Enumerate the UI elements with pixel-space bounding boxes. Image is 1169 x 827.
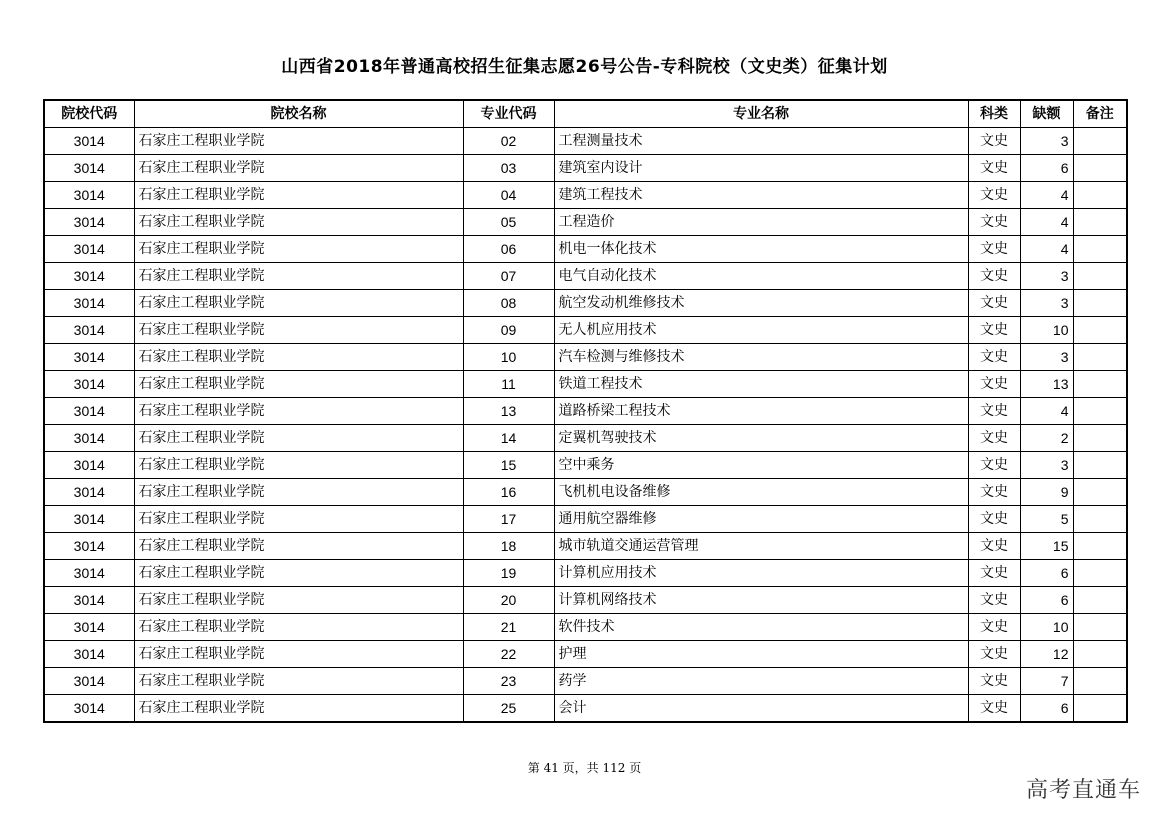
header-school-code: 院校代码 — [44, 100, 134, 128]
cell-major-code: 11 — [463, 371, 554, 398]
cell-notes — [1073, 182, 1127, 209]
table-row — [44, 128, 1127, 155]
cell-notes — [1073, 587, 1127, 614]
cell-vacancies: 5 — [1020, 506, 1073, 533]
cell-category: 文史 — [968, 479, 1020, 506]
cell-notes — [1073, 263, 1127, 290]
cell-category: 文史 — [968, 425, 1020, 452]
cell-major-name: 汽车检测与维修技术 — [554, 344, 968, 371]
cell-school-name: 石家庄工程职业学院 — [134, 533, 463, 560]
cell-vacancies: 13 — [1020, 371, 1073, 398]
cell-major-code: 17 — [463, 506, 554, 533]
cell-school-name: 石家庄工程职业学院 — [134, 317, 463, 344]
cell-category: 文史 — [968, 695, 1020, 723]
cell-category: 文史 — [968, 155, 1020, 182]
cell-category: 文史 — [968, 452, 1020, 479]
cell-notes — [1073, 695, 1127, 723]
cell-major-code: 06 — [463, 236, 554, 263]
cell-school-name: 石家庄工程职业学院 — [134, 398, 463, 425]
cell-category: 文史 — [968, 506, 1020, 533]
cell-major-code: 15 — [463, 452, 554, 479]
cell-major-name: 铁道工程技术 — [554, 371, 968, 398]
cell-major-name: 城市轨道交通运营管理 — [554, 533, 968, 560]
table-row — [44, 371, 1127, 398]
cell-major-name: 会计 — [554, 695, 968, 723]
cell-school-name: 石家庄工程职业学院 — [134, 425, 463, 452]
cell-school-name: 石家庄工程职业学院 — [134, 155, 463, 182]
cell-notes — [1073, 317, 1127, 344]
cell-category: 文史 — [968, 263, 1020, 290]
cell-vacancies: 3 — [1020, 452, 1073, 479]
cell-school-name: 石家庄工程职业学院 — [134, 128, 463, 155]
cell-major-code: 02 — [463, 128, 554, 155]
cell-vacancies: 10 — [1020, 614, 1073, 641]
cell-notes — [1073, 479, 1127, 506]
table-row — [44, 155, 1127, 182]
cell-major-code: 10 — [463, 344, 554, 371]
header-major-code: 专业代码 — [463, 100, 554, 128]
cell-major-name: 空中乘务 — [554, 452, 968, 479]
table-row — [44, 317, 1127, 344]
table-row — [44, 560, 1127, 587]
table-body — [44, 128, 1127, 723]
cell-major-code: 05 — [463, 209, 554, 236]
cell-major-code: 03 — [463, 155, 554, 182]
cell-vacancies: 7 — [1020, 668, 1073, 695]
cell-notes — [1073, 344, 1127, 371]
cell-vacancies: 3 — [1020, 263, 1073, 290]
cell-category: 文史 — [968, 371, 1020, 398]
header-notes: 备注 — [1073, 100, 1127, 128]
cell-major-name: 建筑室内设计 — [554, 155, 968, 182]
cell-category: 文史 — [968, 398, 1020, 425]
cell-school-name: 石家庄工程职业学院 — [134, 560, 463, 587]
cell-school-code: 3014 — [44, 641, 134, 668]
cell-notes — [1073, 560, 1127, 587]
cell-major-code: 13 — [463, 398, 554, 425]
table-row — [44, 533, 1127, 560]
cell-major-name: 定翼机驾驶技术 — [554, 425, 968, 452]
cell-major-name: 飞机机电设备维修 — [554, 479, 968, 506]
cell-school-name: 石家庄工程职业学院 — [134, 506, 463, 533]
cell-school-code: 3014 — [44, 479, 134, 506]
cell-major-code: 14 — [463, 425, 554, 452]
cell-notes — [1073, 290, 1127, 317]
cell-category: 文史 — [968, 128, 1020, 155]
table-row — [44, 398, 1127, 425]
cell-school-name: 石家庄工程职业学院 — [134, 668, 463, 695]
cell-school-name: 石家庄工程职业学院 — [134, 290, 463, 317]
cell-school-name: 石家庄工程职业学院 — [134, 695, 463, 723]
cell-school-name: 石家庄工程职业学院 — [134, 209, 463, 236]
cell-vacancies: 6 — [1020, 695, 1073, 723]
cell-notes — [1073, 371, 1127, 398]
cell-school-code: 3014 — [44, 506, 134, 533]
cell-vacancies: 3 — [1020, 128, 1073, 155]
cell-school-code: 3014 — [44, 290, 134, 317]
cell-school-code: 3014 — [44, 614, 134, 641]
cell-major-name: 电气自动化技术 — [554, 263, 968, 290]
cell-vacancies: 10 — [1020, 317, 1073, 344]
cell-notes — [1073, 128, 1127, 155]
cell-category: 文史 — [968, 317, 1020, 344]
table-row — [44, 479, 1127, 506]
cell-major-name: 工程造价 — [554, 209, 968, 236]
cell-vacancies: 12 — [1020, 641, 1073, 668]
header-category: 科类 — [968, 100, 1020, 128]
cell-school-code: 3014 — [44, 398, 134, 425]
cell-notes — [1073, 236, 1127, 263]
enrollment-plan-table — [43, 99, 1128, 723]
cell-school-code: 3014 — [44, 587, 134, 614]
cell-major-name: 机电一体化技术 — [554, 236, 968, 263]
cell-school-name: 石家庄工程职业学院 — [134, 182, 463, 209]
cell-vacancies: 6 — [1020, 155, 1073, 182]
cell-major-code: 07 — [463, 263, 554, 290]
cell-category: 文史 — [968, 236, 1020, 263]
cell-school-name: 石家庄工程职业学院 — [134, 236, 463, 263]
cell-notes — [1073, 425, 1127, 452]
cell-school-name: 石家庄工程职业学院 — [134, 614, 463, 641]
cell-school-code: 3014 — [44, 209, 134, 236]
cell-major-name: 药学 — [554, 668, 968, 695]
cell-major-name: 建筑工程技术 — [554, 182, 968, 209]
cell-major-code: 20 — [463, 587, 554, 614]
cell-school-code: 3014 — [44, 371, 134, 398]
cell-major-code: 21 — [463, 614, 554, 641]
cell-major-code: 04 — [463, 182, 554, 209]
cell-major-code: 18 — [463, 533, 554, 560]
header-school-name: 院校名称 — [134, 100, 463, 128]
table-row — [44, 641, 1127, 668]
cell-major-name: 通用航空器维修 — [554, 506, 968, 533]
cell-vacancies: 9 — [1020, 479, 1073, 506]
cell-school-name: 石家庄工程职业学院 — [134, 641, 463, 668]
cell-major-name: 道路桥梁工程技术 — [554, 398, 968, 425]
cell-school-code: 3014 — [44, 236, 134, 263]
cell-school-code: 3014 — [44, 452, 134, 479]
cell-notes — [1073, 533, 1127, 560]
cell-school-code: 3014 — [44, 155, 134, 182]
cell-school-name: 石家庄工程职业学院 — [134, 371, 463, 398]
cell-notes — [1073, 452, 1127, 479]
cell-major-code: 23 — [463, 668, 554, 695]
cell-school-name: 石家庄工程职业学院 — [134, 479, 463, 506]
cell-notes — [1073, 641, 1127, 668]
cell-major-name: 无人机应用技术 — [554, 317, 968, 344]
table-row — [44, 668, 1127, 695]
cell-vacancies: 2 — [1020, 425, 1073, 452]
cell-major-name: 计算机网络技术 — [554, 587, 968, 614]
cell-school-name: 石家庄工程职业学院 — [134, 452, 463, 479]
cell-notes — [1073, 668, 1127, 695]
cell-vacancies: 4 — [1020, 209, 1073, 236]
cell-school-name: 石家庄工程职业学院 — [134, 263, 463, 290]
cell-major-name: 工程测量技术 — [554, 128, 968, 155]
cell-major-code: 19 — [463, 560, 554, 587]
cell-school-name: 石家庄工程职业学院 — [134, 344, 463, 371]
header-major-name: 专业名称 — [554, 100, 968, 128]
table-row — [44, 425, 1127, 452]
cell-major-code: 09 — [463, 317, 554, 344]
cell-school-code: 3014 — [44, 668, 134, 695]
cell-school-code: 3014 — [44, 425, 134, 452]
table-row — [44, 614, 1127, 641]
cell-category: 文史 — [968, 290, 1020, 317]
cell-major-name: 航空发动机维修技术 — [554, 290, 968, 317]
cell-vacancies: 3 — [1020, 344, 1073, 371]
cell-major-name: 计算机应用技术 — [554, 560, 968, 587]
table-row — [44, 263, 1127, 290]
cell-notes — [1073, 155, 1127, 182]
cell-school-name: 石家庄工程职业学院 — [134, 587, 463, 614]
cell-category: 文史 — [968, 668, 1020, 695]
cell-major-code: 22 — [463, 641, 554, 668]
cell-vacancies: 4 — [1020, 236, 1073, 263]
cell-category: 文史 — [968, 209, 1020, 236]
cell-major-name: 护理 — [554, 641, 968, 668]
cell-major-code: 25 — [463, 695, 554, 723]
cell-major-name: 软件技术 — [554, 614, 968, 641]
cell-school-code: 3014 — [44, 560, 134, 587]
cell-category: 文史 — [968, 533, 1020, 560]
cell-category: 文史 — [968, 587, 1020, 614]
cell-school-code: 3014 — [44, 182, 134, 209]
cell-vacancies: 15 — [1020, 533, 1073, 560]
cell-category: 文史 — [968, 614, 1020, 641]
table-row — [44, 209, 1127, 236]
cell-notes — [1073, 614, 1127, 641]
header-vacancies: 缺额 — [1020, 100, 1073, 128]
cell-vacancies: 4 — [1020, 182, 1073, 209]
cell-school-code: 3014 — [44, 128, 134, 155]
table-row — [44, 506, 1127, 533]
table-row — [44, 452, 1127, 479]
cell-school-code: 3014 — [44, 533, 134, 560]
cell-category: 文史 — [968, 182, 1020, 209]
cell-category: 文史 — [968, 344, 1020, 371]
page-number-footer: 第 41 页，共 112 页 — [527, 761, 642, 775]
cell-vacancies: 6 — [1020, 560, 1073, 587]
cell-major-code: 08 — [463, 290, 554, 317]
table-row — [44, 290, 1127, 317]
cell-major-code: 16 — [463, 479, 554, 506]
watermark-logo-text: 高考直通车 — [1025, 778, 1141, 803]
cell-vacancies: 3 — [1020, 290, 1073, 317]
cell-school-code: 3014 — [44, 344, 134, 371]
table-row — [44, 587, 1127, 614]
cell-school-code: 3014 — [44, 695, 134, 723]
cell-notes — [1073, 506, 1127, 533]
table-row — [44, 344, 1127, 371]
table-row — [44, 236, 1127, 263]
cell-school-code: 3014 — [44, 317, 134, 344]
table-header-row — [44, 100, 1127, 128]
table-row — [44, 695, 1127, 723]
cell-vacancies: 4 — [1020, 398, 1073, 425]
page-title: 山西省2018年普通高校招生征集志愿26号公告-专科院校（文史类）征集计划 — [281, 57, 888, 77]
cell-category: 文史 — [968, 560, 1020, 587]
cell-vacancies: 6 — [1020, 587, 1073, 614]
cell-category: 文史 — [968, 641, 1020, 668]
table-row — [44, 182, 1127, 209]
cell-school-code: 3014 — [44, 263, 134, 290]
cell-notes — [1073, 209, 1127, 236]
cell-notes — [1073, 398, 1127, 425]
